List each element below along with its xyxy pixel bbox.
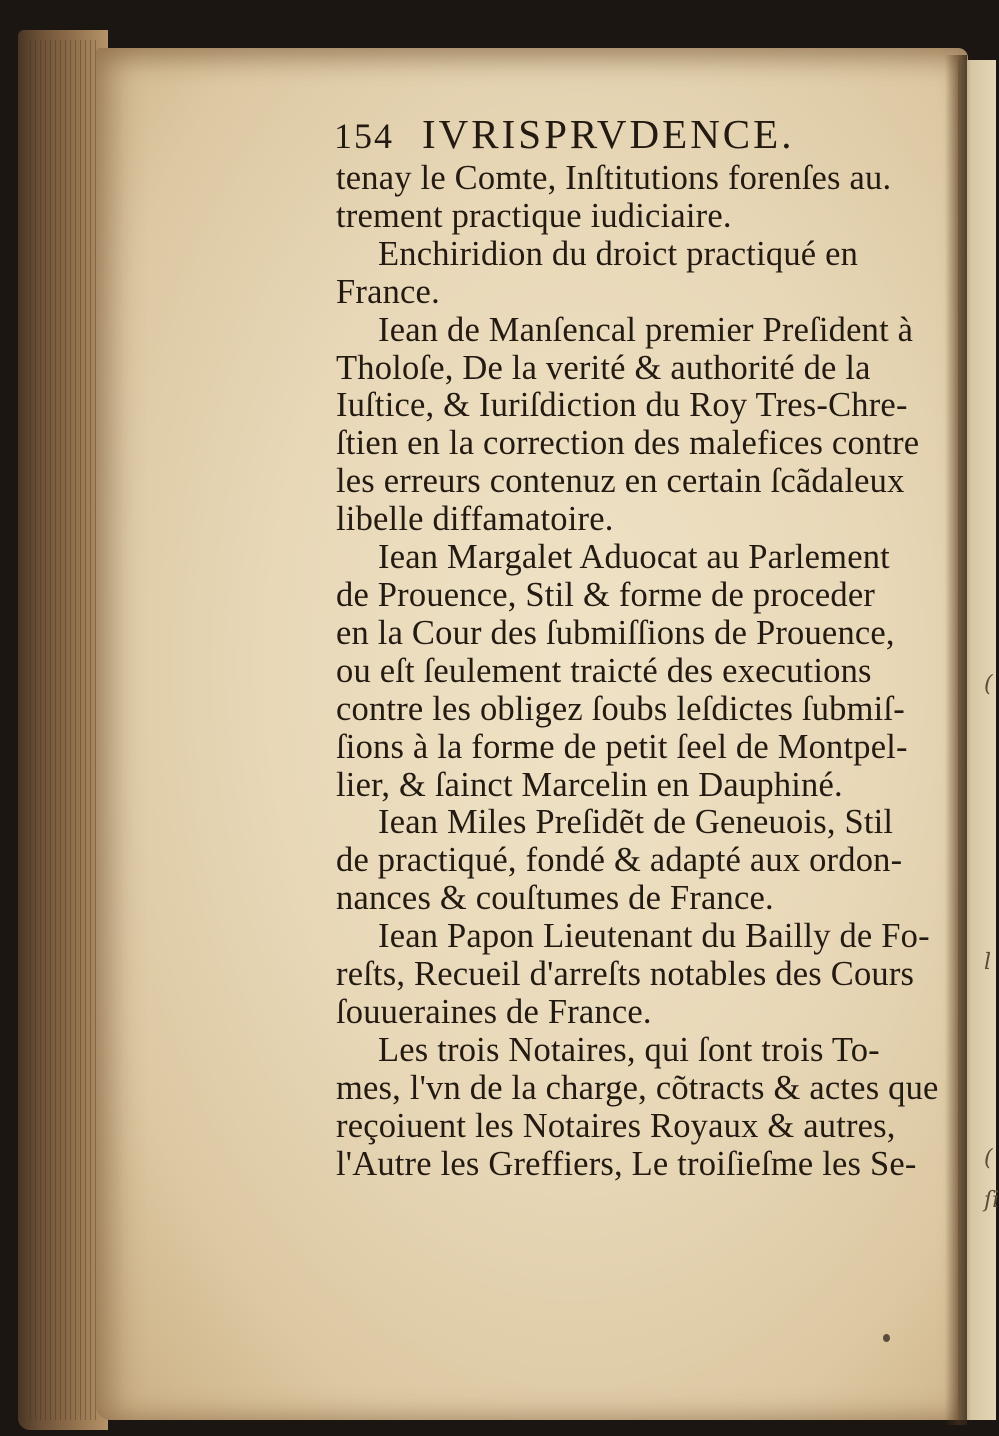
text-line: contre les obligez ſoubs leſdictes ſubmiſ- — [336, 689, 905, 728]
page-text — [292, 110, 942, 160]
text-line: l'Autre les Greffiers, Le troiſieſme les Se- — [336, 1144, 917, 1183]
text-line: ſouueraines de France. — [336, 992, 652, 1031]
ink-speck — [883, 1334, 890, 1342]
text-line: ou eſt ſeulement traicté des executions — [336, 651, 872, 690]
text-line: France. — [336, 272, 440, 311]
folio-number: 154 — [334, 116, 394, 156]
text-line: en la Cour des ſubmiſſions de Prouence, — [336, 613, 895, 652]
text-line: lier, & ſainct Marcelin en Dauphiné. — [336, 765, 843, 804]
text-line: Tholoſe, De la verité & authorité de la — [336, 348, 871, 387]
page-header — [334, 110, 942, 160]
text-line: de practiqué, fondé & adapté aux ordon- — [336, 841, 903, 880]
page-edge-lines — [30, 40, 100, 1420]
text-line: tenay le Comte, Inſtitutions forenſes au. — [336, 159, 892, 197]
text-line: mes, l'vn de la charge, cõtracts & actes que — [336, 1068, 939, 1107]
text-line: nances & couſtumes de France. — [336, 879, 774, 918]
text-line: reſts, Recueil d'arreſts notables des Cours — [336, 955, 915, 994]
text-line: les erreurs contenuz en certain ſcãdaleux — [336, 462, 905, 501]
text-line: Iuſtice, & Iuriſdiction du Roy Tres-Chre- — [336, 386, 908, 425]
text-line: Iean Papon Lieutenant du Bailly de Fo- — [378, 917, 930, 956]
facing-page-fragment: l — [984, 950, 992, 975]
text-line: reçoiuent les Notaires Royaux & autres, — [336, 1106, 896, 1145]
text-line: libelle diffamatoire. — [336, 500, 614, 539]
text-line: Les trois Notaires, qui ſont trois To- — [378, 1030, 880, 1069]
text-line: ſtien en la correction des malefices contre — [336, 424, 920, 463]
text-line: de Prouence, Stil & forme de proceder — [336, 575, 876, 614]
facing-page-fragment: ( — [984, 1146, 993, 1171]
text-line: Iean Miles Preſidẽt de Geneuois, Stil — [378, 803, 894, 842]
text-line: Iean de Manſencal premier Preſident à — [378, 310, 914, 349]
text-line: trement practique iudiciaire. — [336, 196, 732, 235]
text-line: Enchiridion du droict practiqué en — [378, 234, 859, 273]
running-head: IVRISPRVDENCE. — [422, 111, 795, 157]
text-line: ſions à la forme de petit ſeel de Montpel- — [336, 727, 908, 766]
facing-page-fragment: ſi — [984, 1188, 999, 1213]
text-line: Iean Margalet Aduocat au Parlement — [378, 538, 890, 577]
facing-page-fragment: ( — [984, 672, 993, 697]
body-text — [336, 160, 986, 1183]
